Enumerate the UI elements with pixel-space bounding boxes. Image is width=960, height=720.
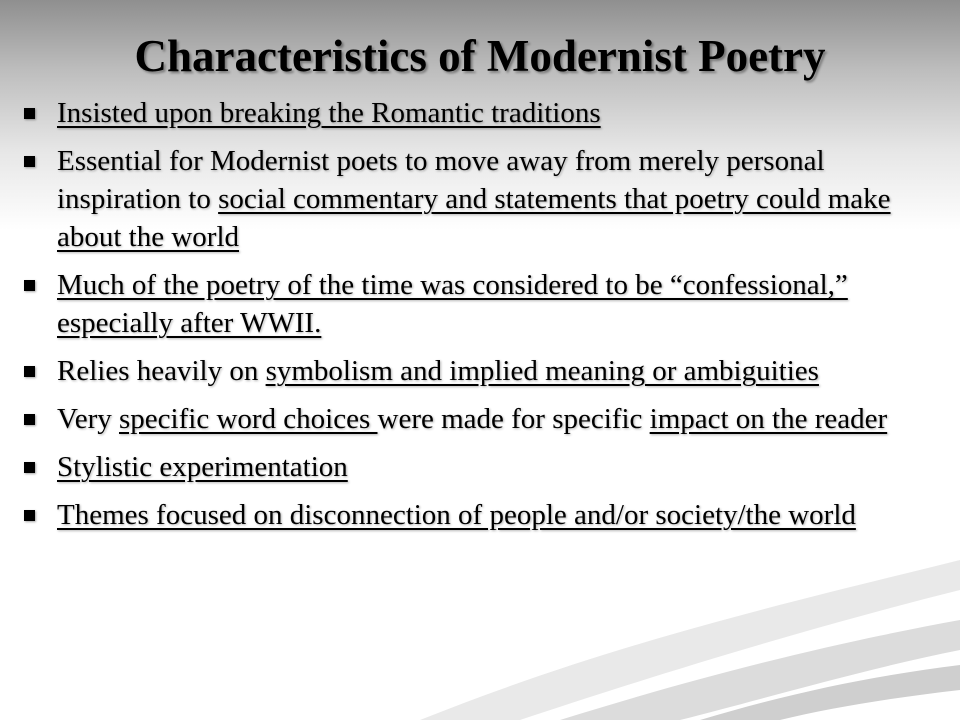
bullet-item: [20, 94, 940, 132]
bullet-text: Much of the poetry of the time was considered to be “confessional,” especially after WWII.: [57, 269, 848, 339]
square-bullet-icon: [24, 156, 35, 167]
bullet-text-underlined: symbolism and implied meaning or ambiguities: [265, 355, 819, 387]
bullet-item: [20, 448, 940, 486]
bullet-text-underlined: impact on the reader: [649, 403, 888, 435]
square-bullet-icon: [24, 510, 35, 521]
bullet-text: Essential for Modernist poets to move away from merely personal inspiration to: [57, 145, 825, 215]
bullet-text-underlined: specific word choices: [119, 403, 378, 435]
bullet-text: Very: [57, 403, 120, 435]
bullet-text: Relies heavily on: [57, 355, 266, 387]
bullet-text-underlined: social commentary and statements that poetry could make about the world: [57, 183, 891, 253]
bullet-item: [20, 496, 940, 534]
square-bullet-icon: [24, 108, 35, 119]
square-bullet-icon: [24, 280, 35, 291]
bullet-list: [20, 94, 940, 544]
bullet-text: Themes focused on disconnection of people and/or society/the world: [57, 499, 856, 531]
square-bullet-icon: [24, 414, 35, 425]
slide-title: Characteristics of Modernist Poetry: [134, 31, 826, 81]
bullet-item: [20, 266, 940, 342]
bullet-item: [20, 352, 940, 390]
bullet-text: Stylistic experimentation: [57, 451, 348, 483]
square-bullet-icon: [24, 462, 35, 473]
bullet-item: [20, 400, 940, 438]
bullet-text: were made for specific: [377, 403, 650, 435]
bullet-text: Insisted upon breaking the Romantic traditions: [57, 97, 601, 129]
square-bullet-icon: [24, 366, 35, 377]
bullet-item: [20, 142, 940, 256]
